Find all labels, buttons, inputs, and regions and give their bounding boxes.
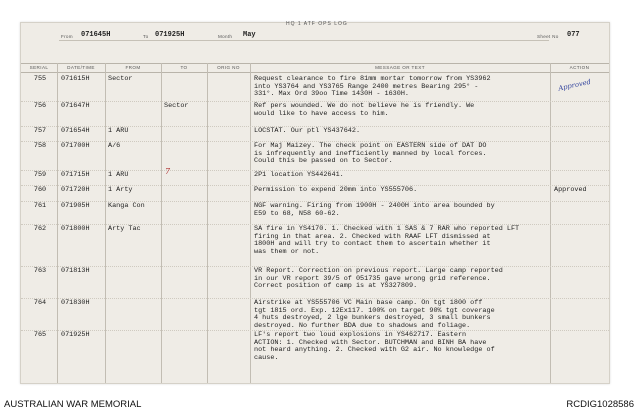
col-divider: [57, 63, 58, 383]
time-cell: 071615H: [61, 75, 90, 83]
serial-cell: 765: [33, 331, 47, 339]
time-cell: 071647H: [61, 102, 90, 110]
page-title: HQ 1 ATF OPS LOG: [286, 21, 348, 27]
from-cell: 1 ARU: [108, 127, 129, 135]
col-divider: [250, 63, 251, 383]
to-cell: Sector: [164, 102, 189, 110]
time-cell: 071905H: [61, 202, 90, 210]
col-datetime: DATE/TIME: [67, 65, 95, 70]
from-cell: Sector: [108, 75, 133, 83]
time-cell: 071700H: [61, 142, 90, 150]
row-separator: [21, 266, 609, 267]
col-divider: [105, 63, 106, 383]
footer-id: RCDIG1028586: [566, 399, 634, 410]
row-separator: [21, 170, 609, 171]
from-cell: A/6: [108, 142, 121, 150]
col-serial: SERIAL: [29, 65, 49, 70]
col-divider: [161, 63, 162, 383]
row-separator: [21, 185, 609, 186]
message-cell: Airstrike at YS555706 VC Main base camp. On tgt 1800 off tgt 1815 ord. Exp. 12Ex117. 100% on target 90% tgt coverage 4 huts destroyed, 2 lge bunkers destroyed, 3 small bunkers destroyed. No further BDA due to shadows and foliage.: [254, 299, 495, 330]
sheet-value: 077: [567, 31, 580, 39]
time-cell: 071813H: [61, 267, 90, 275]
serial-cell: 764: [33, 299, 47, 307]
time-cell: 071654H: [61, 127, 90, 135]
from-cell: Kanga Con: [108, 202, 145, 210]
serial-cell: 759: [33, 171, 47, 179]
to-value: 071925H: [155, 31, 185, 39]
col-message: MESSAGE OR TEXT: [375, 65, 425, 70]
col-action: ACTION: [569, 65, 590, 70]
action-cell: Approved: [554, 186, 587, 194]
serial-cell: 757: [33, 127, 47, 135]
serial-cell: 756: [33, 102, 47, 110]
message-cell: For Maj Maizey. The check point on EASTERN side of DAT DO is infrequently and inefficiently manned by local forces. Could this be passed on to Sector.: [254, 142, 487, 165]
sheet-label: Sheet No: [537, 34, 559, 39]
row-separator: [21, 298, 609, 299]
handwritten-mark: 7: [165, 167, 171, 176]
row-separator: [21, 201, 609, 202]
log-sheet: [20, 22, 610, 384]
time-cell: 071720H: [61, 186, 90, 194]
from-cell: 1 ARU: [108, 171, 129, 179]
serial-cell: 755: [33, 75, 47, 83]
header-bottom-rule: [21, 72, 609, 73]
message-cell: Request clearance to fire 81mm mortar tomorrow from YS3962 into YS3764 and YS3765 Range 2400 metres Bearing 295° - 331°. Max Ord 39oo Time 1430H - 1630H.: [254, 75, 491, 98]
row-separator: [21, 126, 609, 127]
message-cell: LOCSTAT. Our ptl YS437642.: [254, 127, 361, 135]
serial-cell: 763: [33, 267, 47, 275]
col-divider: [207, 63, 208, 383]
message-cell: LF's report two loud explosions in YS462717. Eastern ACTION: 1. Checked with Sector. BUTCHMAN and BINH BA have not heard anything. 2. Checked with G2 air. No knowledge of cause.: [254, 331, 495, 362]
message-cell: VR Report. Correction on previous report. Large camp reported in our VR report 39/5 of 051735 gave wrong grid reference. Correct position of camp is at YS327809.: [254, 267, 503, 290]
from-value: 071645H: [81, 31, 111, 39]
from-cell: 1 Arty: [108, 186, 133, 194]
time-cell: 071830H: [61, 299, 90, 307]
serial-cell: 758: [33, 142, 47, 150]
row-separator: [21, 330, 609, 331]
message-cell: NGF warning. Firing from 1900H - 2400H into area bounded by E59 to 68, N58 60-62.: [254, 202, 495, 218]
serial-cell: 762: [33, 225, 47, 233]
col-to: TO: [180, 65, 188, 70]
time-cell: 071800H: [61, 225, 90, 233]
from-cell: Arty Tac: [108, 225, 141, 233]
time-cell: 071715H: [61, 171, 90, 179]
serial-cell: 761: [33, 202, 47, 210]
row-separator: [21, 101, 609, 102]
row-separator: [21, 141, 609, 142]
message-cell: SA fire in YS4170. 1. Checked with 1 SAS & 7 RAR who reported LFT firing in that area. 2. Checked with RAAF LFT dismissed at 1800H and will try to contact them to ascertain whether it was them or not.: [254, 225, 520, 256]
message-cell: Ref pers wounded. We do not believe he is friendly. We would like to have access to him.: [254, 102, 475, 118]
month-value: May: [243, 31, 256, 39]
row-separator: [21, 224, 609, 225]
action-cell: Approved: [557, 77, 592, 93]
month-label: Month: [218, 34, 233, 39]
serial-cell: 760: [33, 186, 47, 194]
col-orig-no: ORIG NO: [217, 65, 240, 70]
to-label: To: [143, 34, 149, 39]
from-label: From: [61, 34, 73, 39]
header-rule: [59, 40, 549, 41]
message-cell: Permission to expend 20mm into YS555706.: [254, 186, 418, 194]
col-from: FROM: [125, 65, 141, 70]
message-cell: 2P1 location YS442641.: [254, 171, 344, 179]
footer-source: AUSTRALIAN WAR MEMORIAL: [4, 399, 142, 410]
time-cell: 071925H: [61, 331, 90, 339]
